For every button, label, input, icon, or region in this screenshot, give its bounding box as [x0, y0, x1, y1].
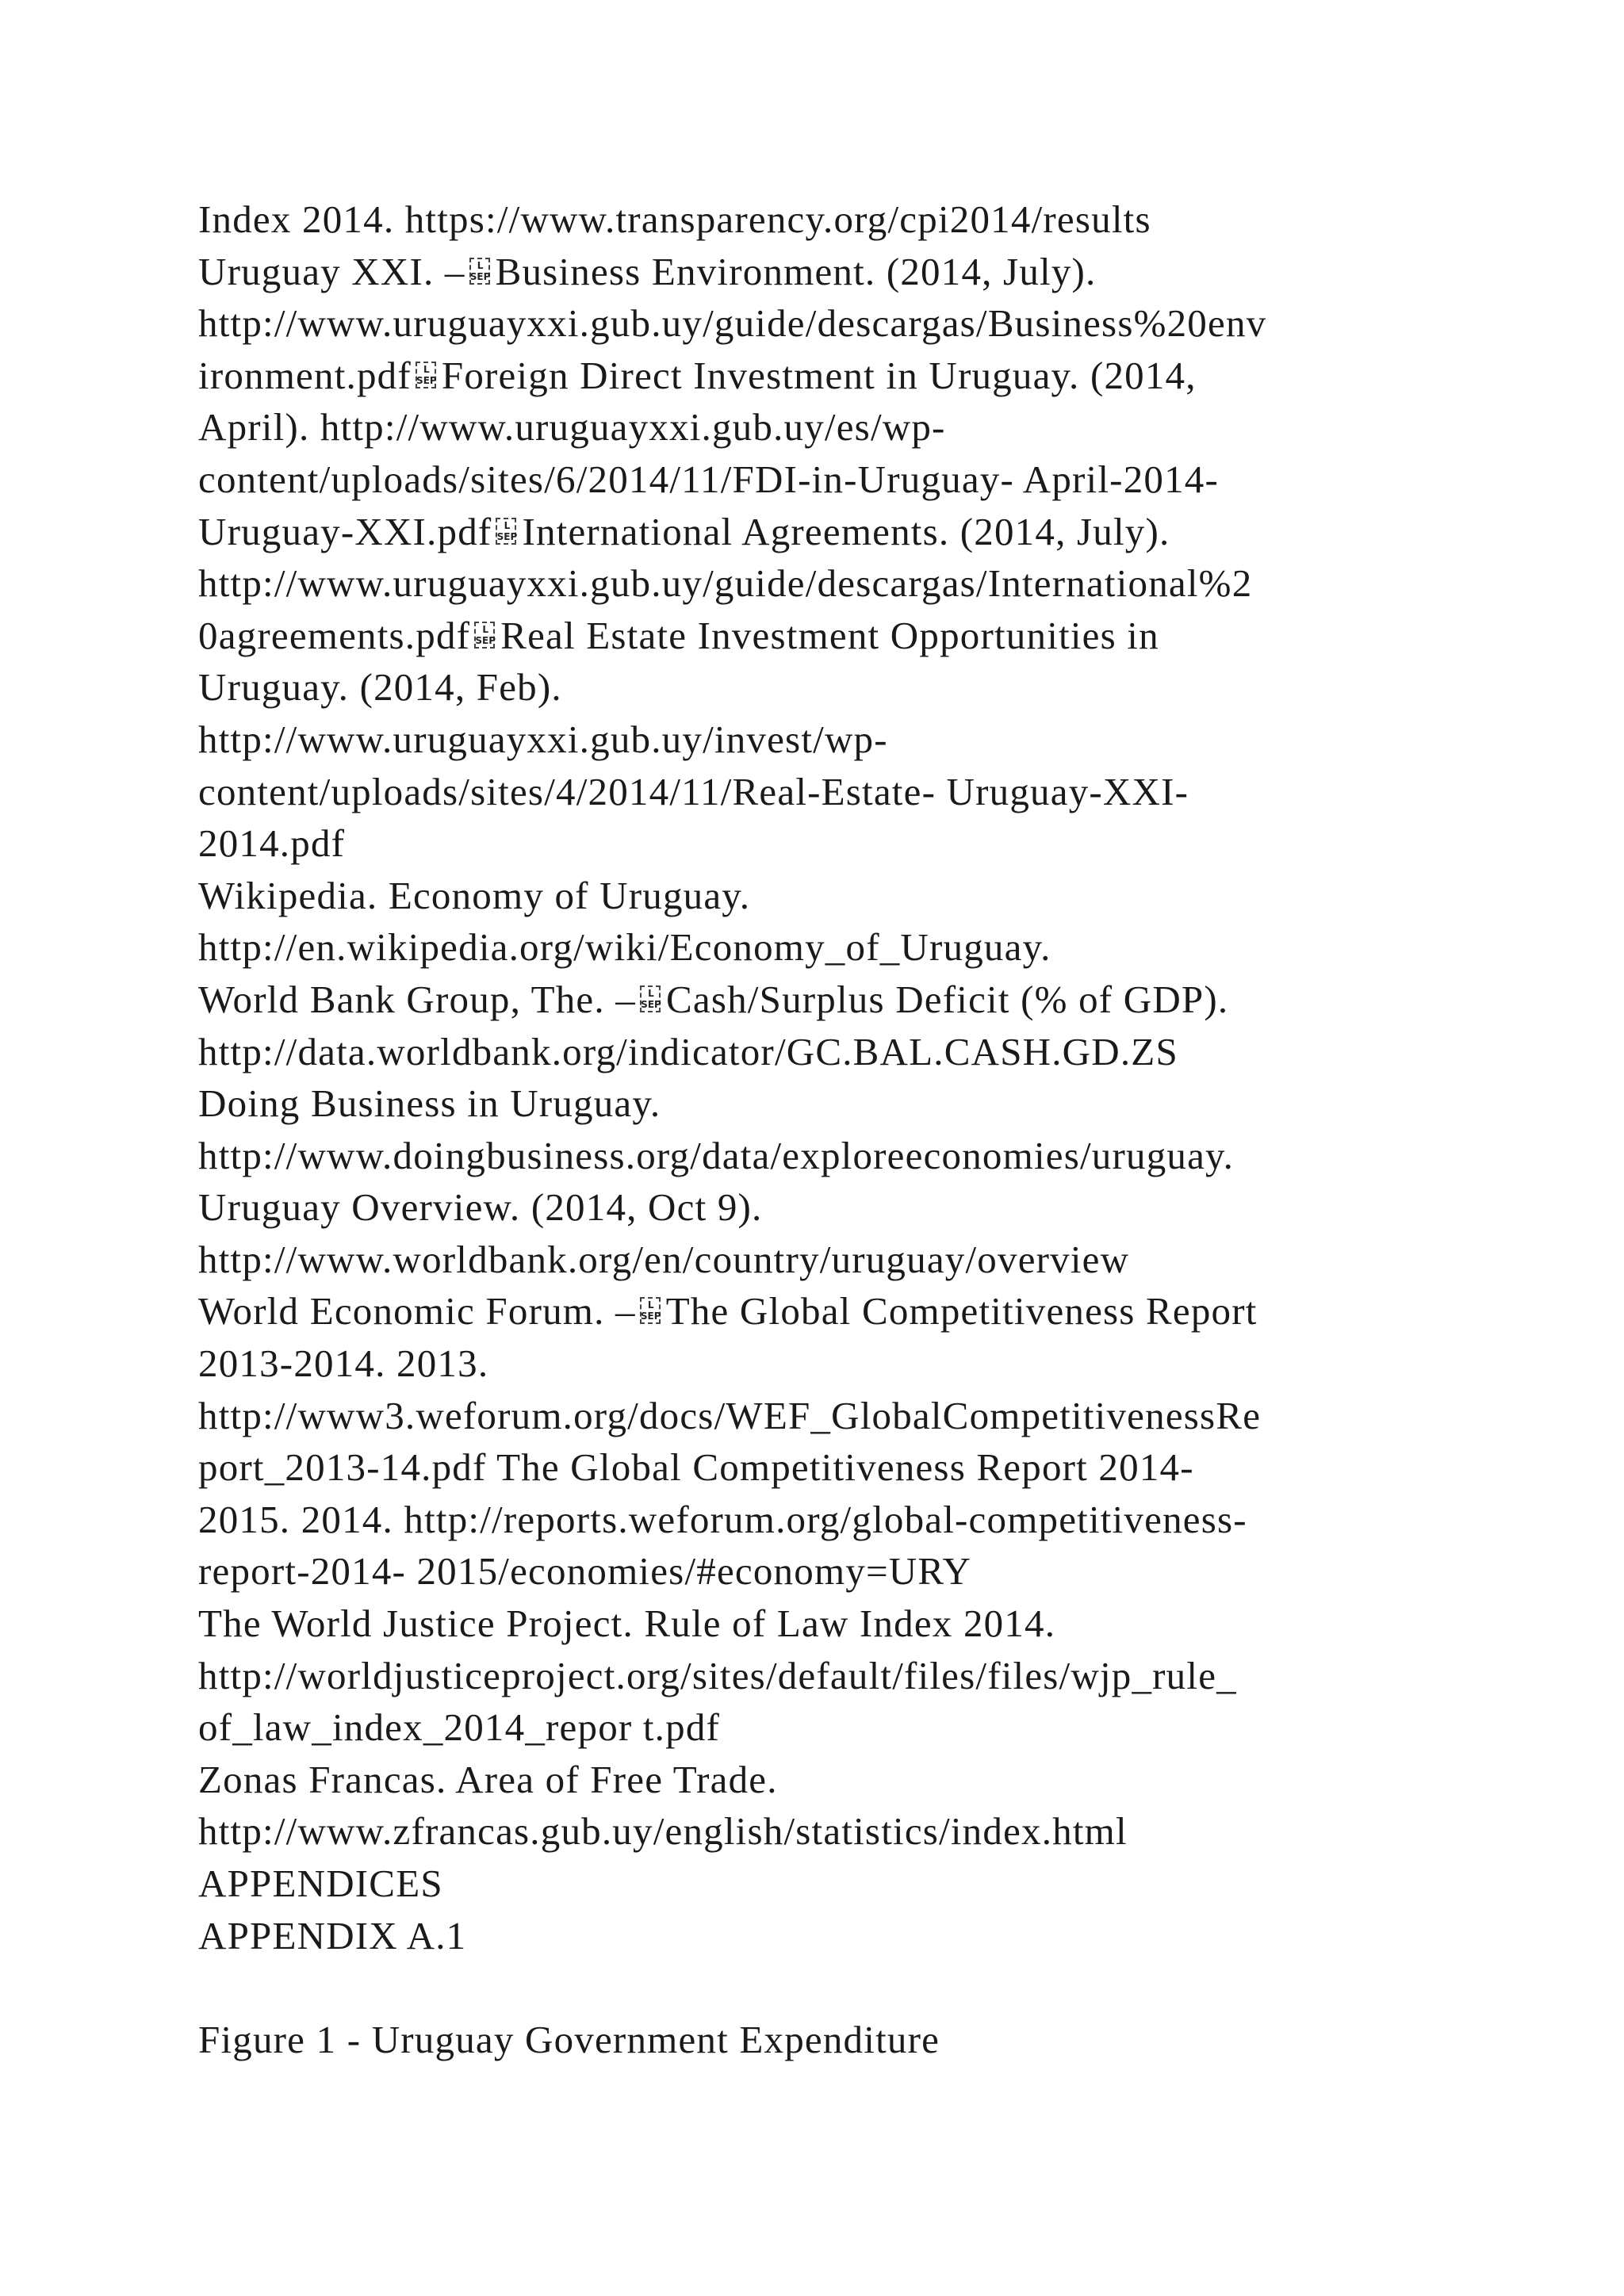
line-32-text: http://www.zfrancas.gub.uy/english/statistics/index.html: [198, 1809, 1128, 1854]
line-separator-glyph-icon: [493, 516, 520, 548]
line-07-after: International Agreements. (2014, July).: [522, 509, 1170, 553]
line-30: [198, 1701, 1546, 1754]
line-23: [198, 1337, 1546, 1390]
line-12: [198, 766, 1546, 818]
line-20: [198, 1181, 1546, 1234]
line-21-text: http://www.worldbank.org/en/country/uruguay/overview: [198, 1237, 1130, 1281]
line-06-text: content/uploads/sites/6/2014/11/FDI-in-Uruguay- April-2014-: [198, 457, 1220, 501]
line-02-before: Uruguay XXI. –: [198, 249, 465, 293]
line-15-text: http://en.wikipedia.org/wiki/Economy_of_Uruguay.: [198, 925, 1051, 970]
line-10-text: Uruguay. (2014, Feb).: [198, 665, 562, 710]
line-10: [198, 661, 1546, 714]
sep-glyph-bottom: SEP: [416, 374, 437, 386]
sep-glyph-top: L: [477, 259, 484, 271]
heading-appendices-text: APPENDICES: [198, 1862, 443, 1905]
line-19-text: http://www.doingbusiness.org/data/exploreeconomies/uruguay.: [198, 1133, 1235, 1177]
sep-glyph-bottom: SEP: [640, 1311, 661, 1322]
line-19: [198, 1130, 1546, 1182]
heading-appendix-a1: [198, 1910, 1546, 1962]
line-21: [198, 1234, 1546, 1286]
line-31-text: Zonas Francas. Area of Free Trade.: [198, 1757, 778, 1801]
blank-line: [198, 1961, 1546, 2014]
line-25: [198, 1441, 1546, 1494]
line-11-text: http://www.uruguayxxi.gub.uy/invest/wp-: [198, 717, 888, 761]
line-02: [198, 246, 1546, 298]
line-16: [198, 974, 1546, 1026]
line-15: [198, 921, 1546, 974]
line-05-text: April). http://www.uruguayxxi.gub.uy/es/wp-: [198, 405, 946, 450]
heading-appendices: [198, 1858, 1546, 1910]
line-separator-glyph-icon: [638, 1295, 665, 1327]
line-29: [198, 1650, 1546, 1702]
sep-glyph-bottom: SEP: [641, 998, 661, 1010]
heading-appendix-a1-text: APPENDIX A.1: [198, 1913, 467, 1957]
document-page: [198, 193, 1546, 2065]
line-separator-glyph-icon: [467, 256, 494, 288]
line-17: [198, 1026, 1546, 1078]
line-12-text: content/uploads/sites/4/2014/11/Real-Estate- Uruguay-XXI-: [198, 769, 1189, 813]
line-09-after: Real Estate Investment Opportunities in: [500, 613, 1159, 657]
sep-glyph-top: L: [648, 987, 654, 999]
line-27-text: report-2014- 2015/economies/#economy=URY: [198, 1549, 972, 1594]
line-31: [198, 1754, 1546, 1806]
line-02-after: Business Environment. (2014, July).: [495, 249, 1097, 293]
line-30-text: of_law_index_2014_repor t.pdf: [198, 1705, 721, 1750]
line-22: [198, 1285, 1546, 1337]
line-04: [198, 350, 1546, 402]
line-09-before: 0agreements.pdf: [198, 613, 471, 657]
line-13: [198, 817, 1546, 870]
sep-glyph-bottom: SEP: [475, 634, 496, 646]
line-25-text: port_2013-14.pdf The Global Competitiveness Report 2014-: [198, 1445, 1194, 1490]
sep-glyph-bottom: SEP: [469, 270, 491, 282]
line-18: [198, 1077, 1546, 1130]
line-07-before: Uruguay-XXI.pdf: [198, 509, 492, 553]
line-24: [198, 1390, 1546, 1442]
line-22-after: The Global Competitiveness Report: [665, 1289, 1258, 1334]
line-03: [198, 297, 1546, 350]
line-16-before: World Bank Group, The. –: [198, 977, 636, 1021]
figure-caption-text: Figure 1 - Uruguay Government Expenditure: [198, 2017, 940, 2061]
line-32: [198, 1805, 1546, 1858]
line-27: [198, 1545, 1546, 1598]
line-04-before: ironment.pdf: [198, 353, 412, 397]
line-08: [198, 557, 1546, 610]
line-28: [198, 1598, 1546, 1650]
line-29-text: http://worldjusticeproject.org/sites/default/files/files/wjp_rule_: [198, 1653, 1237, 1697]
sep-glyph-top: L: [647, 1299, 654, 1311]
line-13-text: 2014.pdf: [198, 821, 346, 866]
line-06: [198, 453, 1546, 506]
sep-glyph-bottom: SEP: [496, 530, 518, 542]
line-09: [198, 610, 1546, 662]
line-14: [198, 870, 1546, 922]
line-07: [198, 506, 1546, 558]
line-04-after: Foreign Direct Investment in Uruguay. (2014,: [441, 353, 1197, 397]
line-separator-glyph-icon: [472, 620, 499, 652]
line-26-text: 2015. 2014. http://reports.weforum.org/global-competitiveness-: [198, 1497, 1247, 1541]
line-16-after: Cash/Surplus Deficit (% of GDP).: [666, 977, 1229, 1021]
sep-glyph-top: L: [482, 623, 489, 635]
line-14-text: Wikipedia. Economy of Uruguay.: [198, 873, 751, 917]
line-22-before: World Economic Forum. –: [198, 1289, 636, 1334]
line-20-text: Uruguay Overview. (2014, Oct 9).: [198, 1185, 763, 1230]
line-26: [198, 1494, 1546, 1546]
line-01-text: Index 2014. https://www.transparency.org/cpi2014/results: [198, 197, 1151, 241]
line-23-text: 2013-2014. 2013.: [198, 1341, 489, 1386]
line-28-text: The World Justice Project. Rule of Law Index 2014.: [198, 1601, 1056, 1646]
line-separator-glyph-icon: [413, 360, 440, 392]
line-24-text: http://www3.weforum.org/docs/WEF_GlobalCompetitivenessRe: [198, 1393, 1262, 1437]
figure-caption: [198, 2014, 1546, 2066]
sep-glyph-top: L: [423, 363, 430, 375]
line-17-text: http://data.worldbank.org/indicator/GC.BAL.CASH.GD.ZS: [198, 1029, 1178, 1073]
sep-glyph-top: L: [504, 519, 511, 531]
line-03-text: http://www.uruguayxxi.gub.uy/guide/descargas/Business%20env: [198, 301, 1267, 346]
line-08-text: http://www.uruguayxxi.gub.uy/guide/descargas/International%2: [198, 561, 1253, 606]
line-01: [198, 193, 1546, 246]
line-05: [198, 401, 1546, 453]
line-18-text: Doing Business in Uruguay.: [198, 1081, 661, 1126]
line-11: [198, 714, 1546, 766]
line-separator-glyph-icon: [638, 984, 665, 1016]
